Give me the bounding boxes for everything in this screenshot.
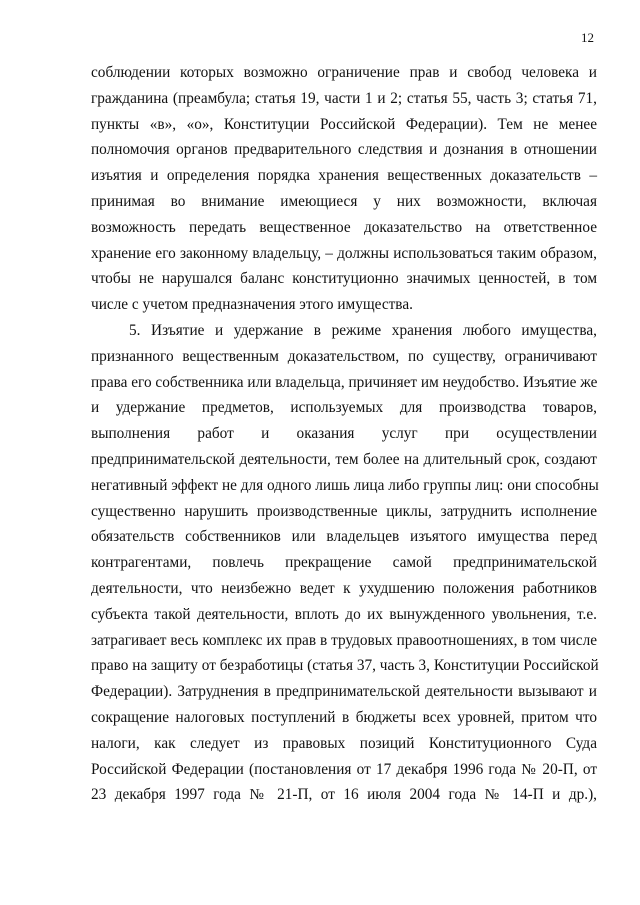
text-line: субъекта такой деятельности, вплоть до их вынужденного увольнения, т.е. [91, 605, 597, 623]
text-line: числе с учетом предназначения этого имущества. [91, 296, 413, 314]
text-line: предпринимательской деятельности, тем более на длительный срок, создают [91, 450, 597, 468]
text-line: выполнения работ и оказания услуг при осуществлении [91, 425, 597, 443]
text-line: 23 декабря 1997 года № 21-П, от 16 июля 2004 года № 14-П и др.), [91, 786, 597, 804]
text-line: сокращение налоговых поступлений в бюджеты всех уровней, притом что [91, 708, 597, 726]
text-line: Российской Федерации (постановления от 17 декабря 1996 года № 20-П, от [91, 760, 597, 778]
text-line: пункты «в», «о», Конституции Российской Федерации). Тем не менее [91, 115, 597, 133]
text-line: существенно нарушить производственные циклы, затруднить исполнение [91, 502, 597, 520]
text-line: негативный эффект не для одного лишь лица либо группы лиц: они способны [91, 476, 599, 494]
text-line: принимая во внимание имеющиеся у них возможности, включая [91, 192, 597, 210]
text-line: деятельности, что неизбежно ведет к ухудшению положения работников [91, 579, 597, 597]
text-line: право на защиту от безработицы (статья 37, часть 3, Конституции Российской [91, 657, 599, 675]
text-line: и удержание предметов, используемых для производства товаров, [91, 399, 597, 417]
text-line: налоги, как следует из правовых позиций Конституционного Суда [91, 734, 597, 752]
text-line: чтобы не нарушался баланс конституционно значимых ценностей, в том [91, 270, 597, 288]
text-line: права его собственника или владельца, причиняет им неудобство. Изъятие же [91, 373, 598, 391]
text-line: полномочия органов предварительного следствия и дознания в отношении [91, 141, 597, 159]
text-line: изъятия и определения порядка хранения вещественных доказательств – [91, 167, 597, 185]
text-line: Федерации). Затруднения в предпринимательской деятельности вызывают и [91, 683, 597, 701]
text-line: затрагивает весь комплекс их прав в трудовых правоотношениях, в том числе [91, 631, 597, 649]
page-number: 12 [581, 30, 594, 45]
text-line: гражданина (преамбула; статья 19, части 1 и 2; статья 55, часть 3; статья 71, [91, 89, 597, 107]
text-line: признанного вещественным доказательством, по существу, ограничивают [91, 347, 597, 365]
text-line: возможность передать вещественное доказательство на ответственное [91, 218, 597, 236]
text-line: хранение его законному владельцу, – должны использоваться таким образом, [91, 244, 597, 262]
text-line: соблюдении которых возможно ограничение прав и свобод человека и [91, 64, 597, 81]
text-line: обязательств собственников или владельцев изъятого имущества перед [91, 528, 597, 546]
document-body [91, 60, 597, 808]
text-line: контрагентами, повлечь прекращение самой предпринимательской [91, 554, 597, 572]
text-line: 5. Изъятие и удержание в режиме хранения любого имущества, [129, 321, 597, 339]
